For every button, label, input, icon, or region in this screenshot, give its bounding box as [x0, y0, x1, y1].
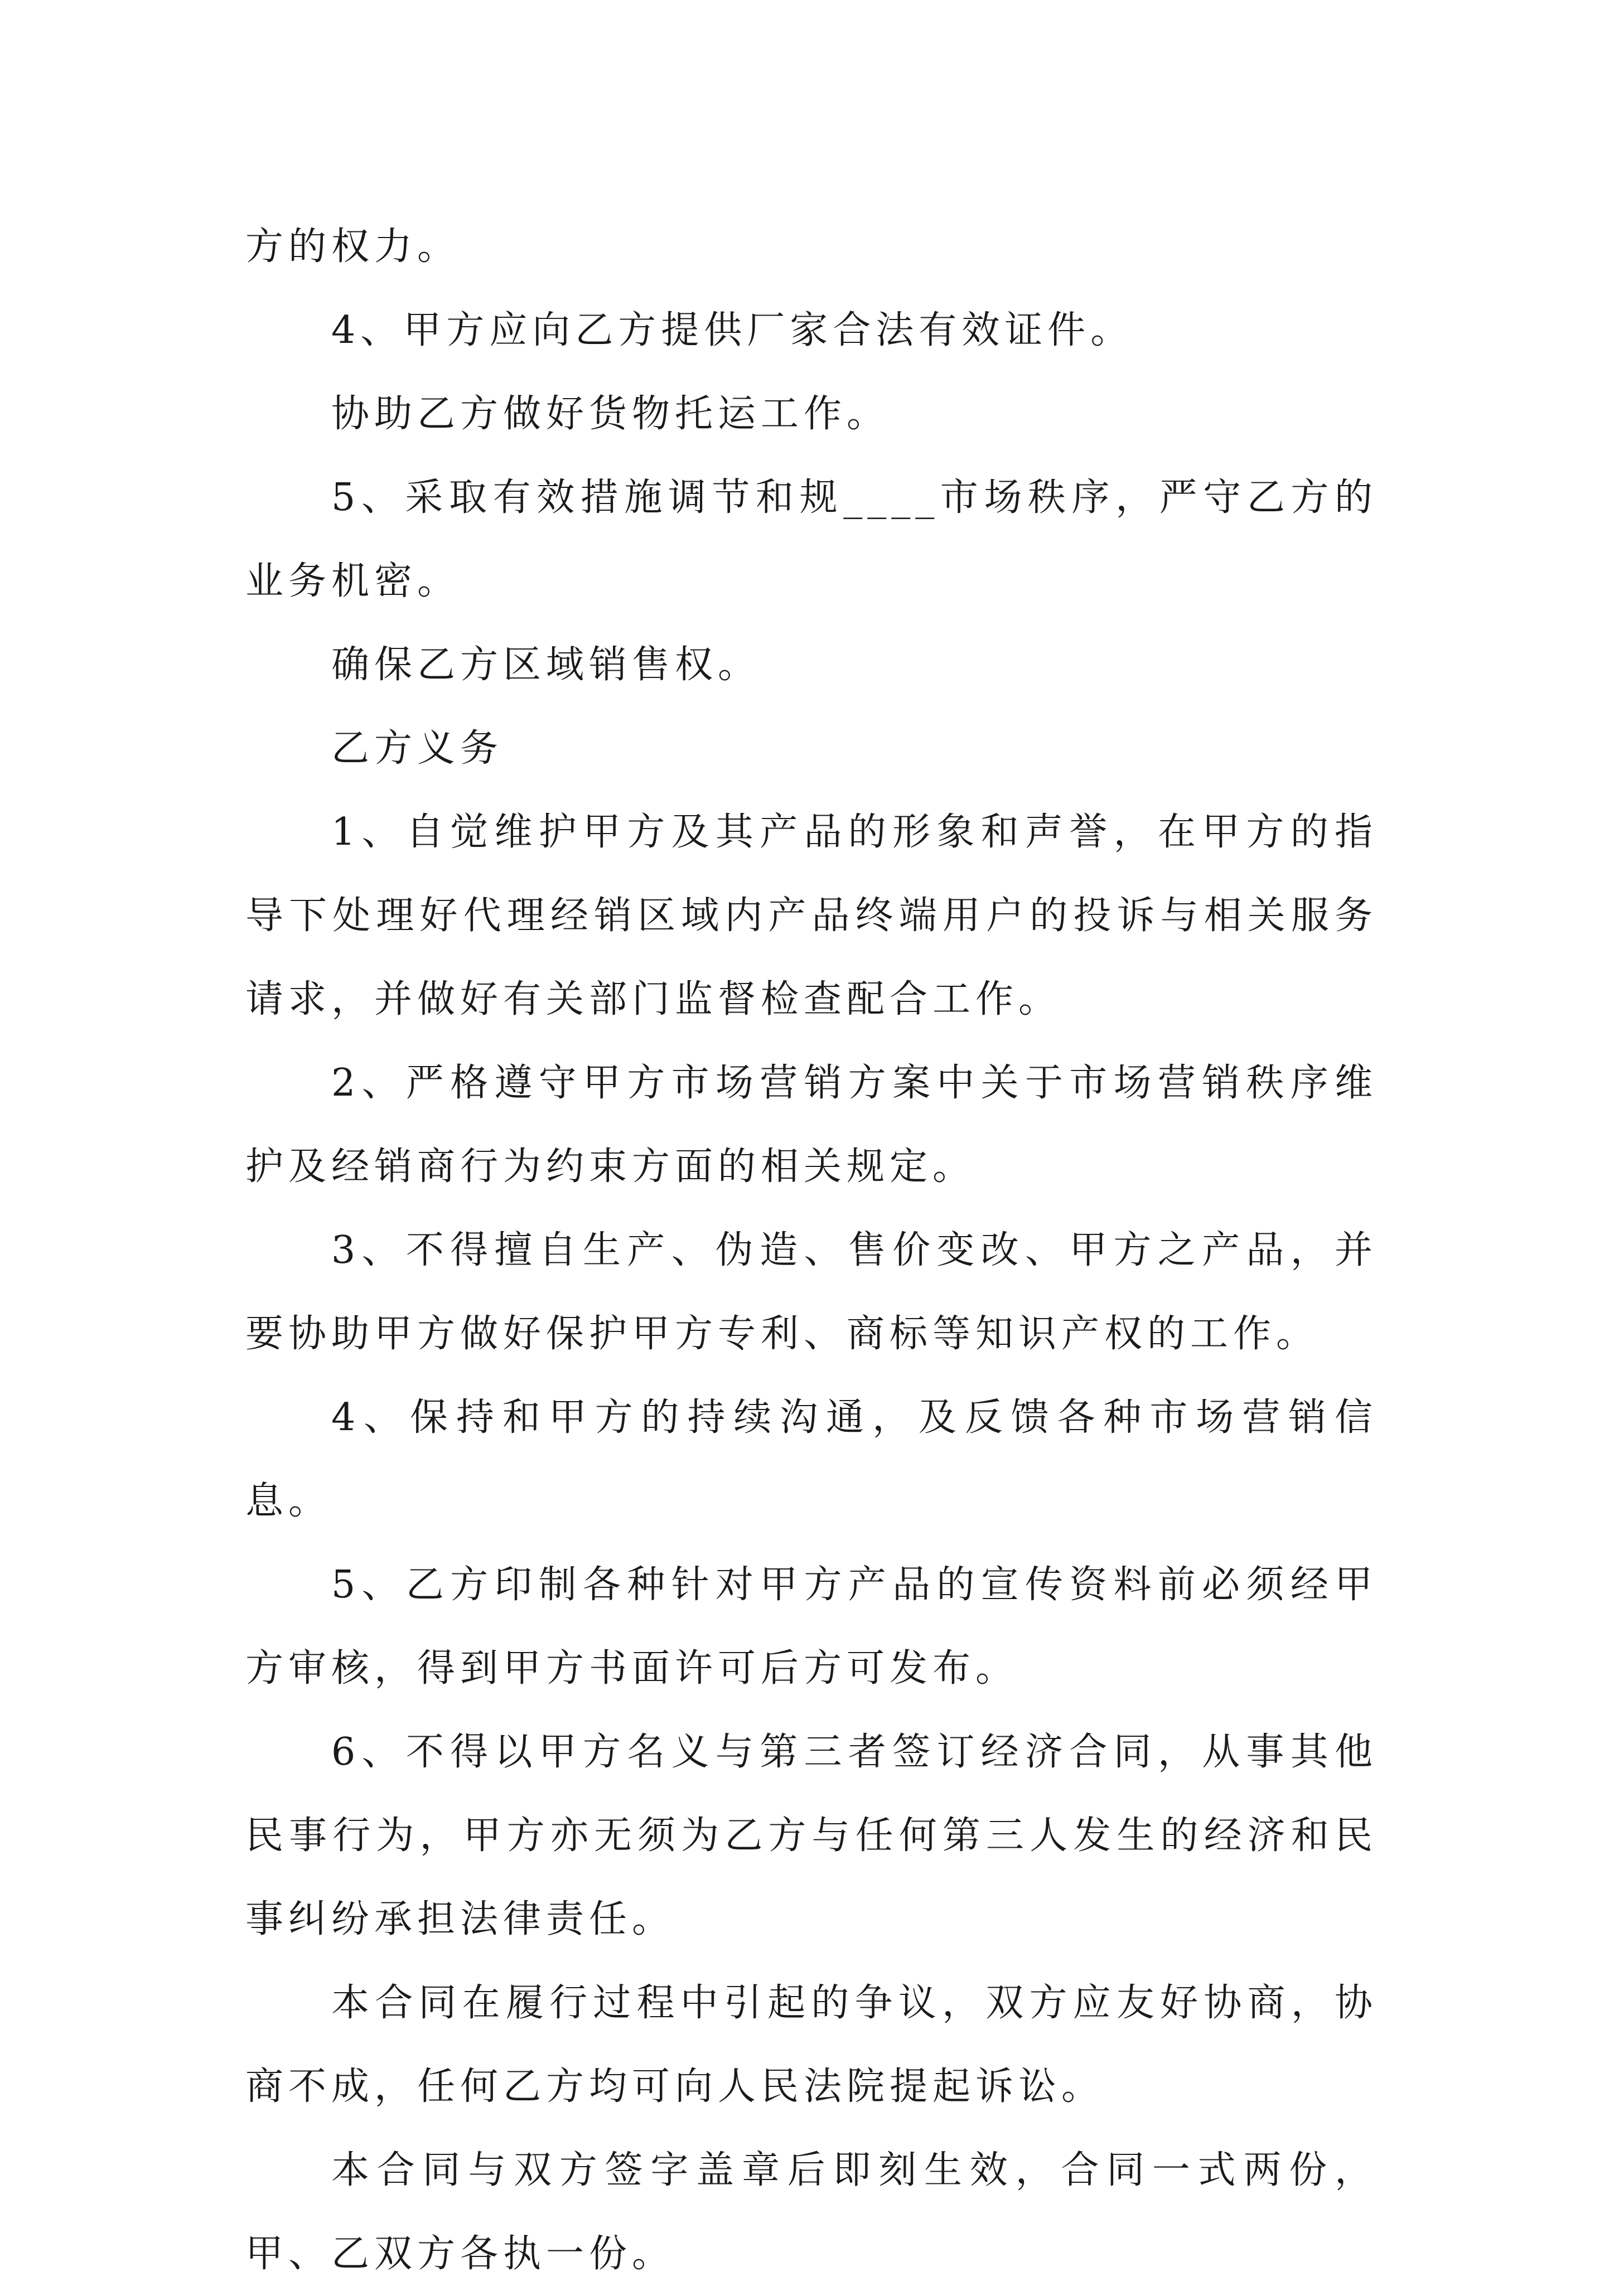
- paragraph-party-b-item-5: 5、乙方印制各种针对甲方产品的宣传资料前必须经甲方审核，得到甲方书面许可后方可发布。: [245, 1563, 1378, 1690]
- paragraph-regional-rights: 确保乙方区域销售权。: [331, 643, 761, 687]
- document-body: [245, 205, 1378, 2296]
- paragraph-effectiveness: 本合同与双方签字盖章后即刻生效，合同一式两份，甲、乙双方各执一份。: [245, 2148, 1378, 2276]
- paragraph-continuation: 方的权力。: [245, 225, 461, 269]
- paragraph-party-b-item-2: 2、严格遵守甲方市场营销方案中关于市场营销秩序维护及经销商行为约束方面的相关规定。: [245, 1061, 1378, 1189]
- paragraph-party-a-item-4: 4、甲方应向乙方提供厂家合法有效证件。: [331, 308, 1134, 352]
- paragraph-party-a-item-5: 5、采取有效措施调节和规____市场秩序，严守乙方的业务机密。: [245, 476, 1378, 603]
- paragraph-party-b-item-3: 3、不得擅自生产、伪造、售价变改、甲方之产品，并要协助甲方做好保护甲方专利、商标等知识产权的工作。: [245, 1228, 1378, 1356]
- paragraph-dispute-resolution: 本合同在履行过程中引起的争议，双方应友好协商，协商不成，任何乙方均可向人民法院提起诉讼。: [245, 1981, 1378, 2109]
- paragraph-party-b-item-4: 4、保持和甲方的持续沟通，及反馈各种市场营销信息。: [245, 1396, 1378, 1523]
- paragraph-shipping-assist: 协助乙方做好货物托运工作。: [331, 392, 890, 436]
- paragraph-party-b-item-6: 6、不得以甲方名义与第三者签订经济合同，从事其他民事行为，甲方亦无须为乙方与任何第三人发生的经济和民事纠纷承担法律责任。: [245, 1730, 1378, 1941]
- paragraph-party-b-item-1: 1、自觉维护甲方及其产品的形象和声誉，在甲方的指导下处理好代理经销区域内产品终端用户的投诉与相关服务请求，并做好有关部门监督检查配合工作。: [245, 810, 1378, 1021]
- section-heading-party-b-obligations: 乙方义务: [331, 726, 504, 771]
